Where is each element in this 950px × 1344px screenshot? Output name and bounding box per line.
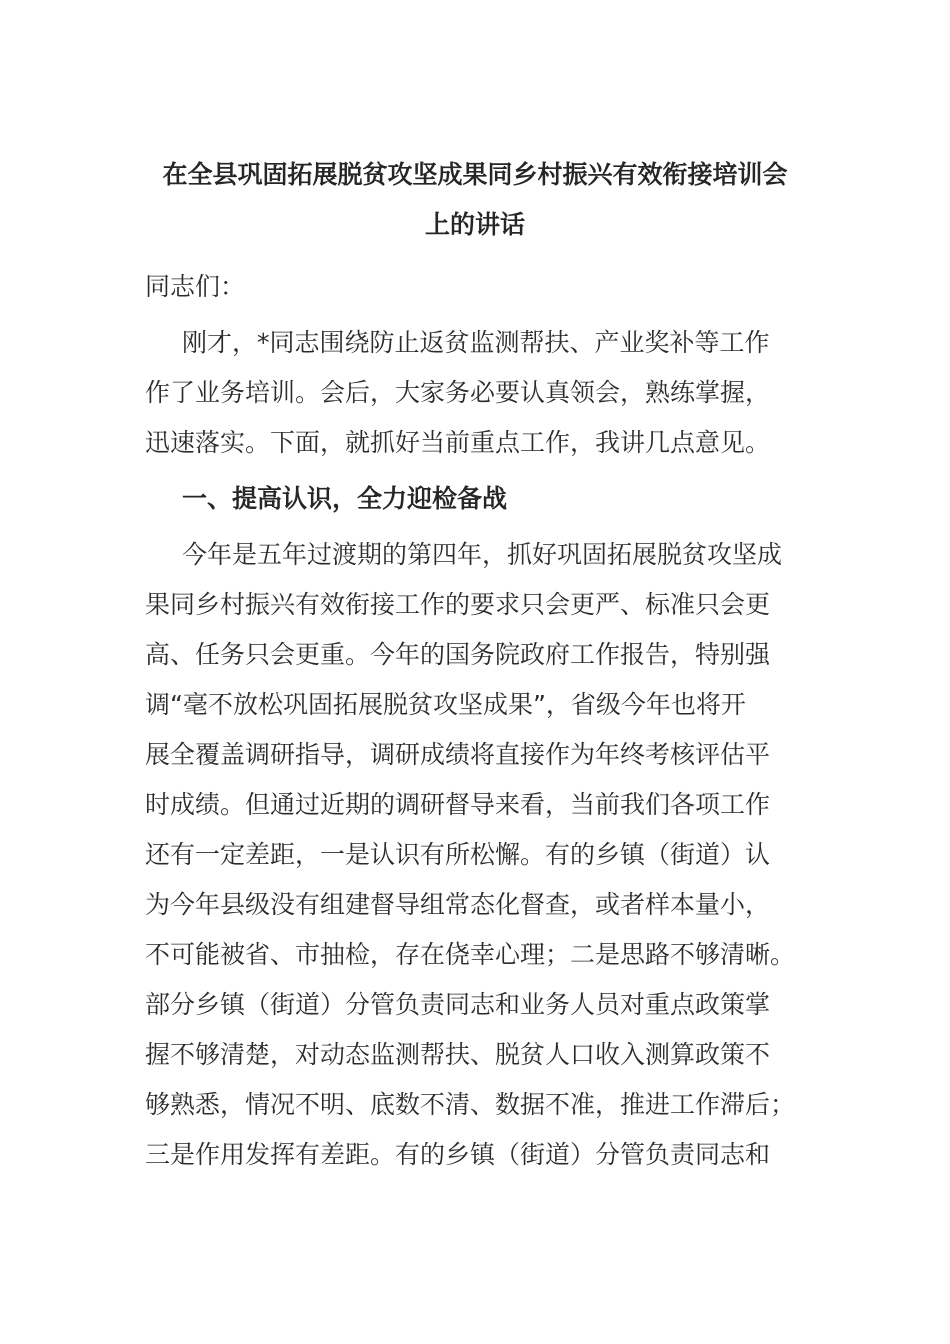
- paragraph-line: 时成绩。但通过近期的调研督导来看，当前我们各项工作: [145, 790, 771, 819]
- title-line-1: 在全县巩固拓展脱贫攻坚成果同乡村振兴有效衔接培训会: [162, 160, 788, 189]
- salutation: 同志们：: [145, 272, 246, 301]
- paragraph-line: 调“毫不放松巩固拓展脱贫攻坚成果”，省级今年也将开: [145, 690, 746, 719]
- paragraph-line: 三是作用发挥有差距。有的乡镇（街道）分管负责同志和: [145, 1140, 771, 1169]
- paragraph-line: 作了业务培训。会后，大家务必要认真领会，熟练掌握，: [145, 378, 771, 407]
- paragraph-line: 为今年县级没有组建督导组常态化督查，或者样本量小，: [145, 890, 771, 919]
- paragraph-line: 够熟悉，情况不明、底数不清、数据不准，推进工作滞后；: [145, 1090, 796, 1119]
- paragraph-line: 不可能被省、市抽检，存在侥幸心理；二是思路不够清晰。: [145, 940, 796, 969]
- section-heading-1: 一、提高认识，全力迎检备战: [182, 484, 508, 513]
- paragraph-line: 刚才，*同志围绕防止返贫监测帮扶、产业奖补等工作: [182, 328, 770, 357]
- paragraph-line: 今年是五年过渡期的第四年，抓好巩固拓展脱贫攻坚成: [182, 540, 783, 569]
- paragraph-line: 展全覆盖调研指导，调研成绩将直接作为年终考核评估平: [145, 740, 771, 769]
- document-title: [145, 150, 805, 250]
- document-body: [145, 262, 805, 1180]
- paragraph-2: [145, 530, 805, 1180]
- paragraph-line: 还有一定差距，一是认识有所松懈。有的乡镇（街道）认: [145, 840, 771, 869]
- title-line-2: 上的讲话: [424, 210, 525, 239]
- paragraph-1: [145, 318, 805, 468]
- paragraph-line: 果同乡村振兴有效衔接工作的要求只会更严、标准只会更: [145, 590, 771, 619]
- paragraph-line: 高、任务只会更重。今年的国务院政府工作报告，特别强: [145, 640, 771, 669]
- paragraph-line: 部分乡镇（街道）分管负责同志和业务人员对重点政策掌: [145, 990, 771, 1019]
- paragraph-line: 握不够清楚，对动态监测帮扶、脱贫人口收入测算政策不: [145, 1040, 771, 1069]
- paragraph-line: 迅速落实。下面，就抓好当前重点工作，我讲几点意见。: [145, 428, 771, 457]
